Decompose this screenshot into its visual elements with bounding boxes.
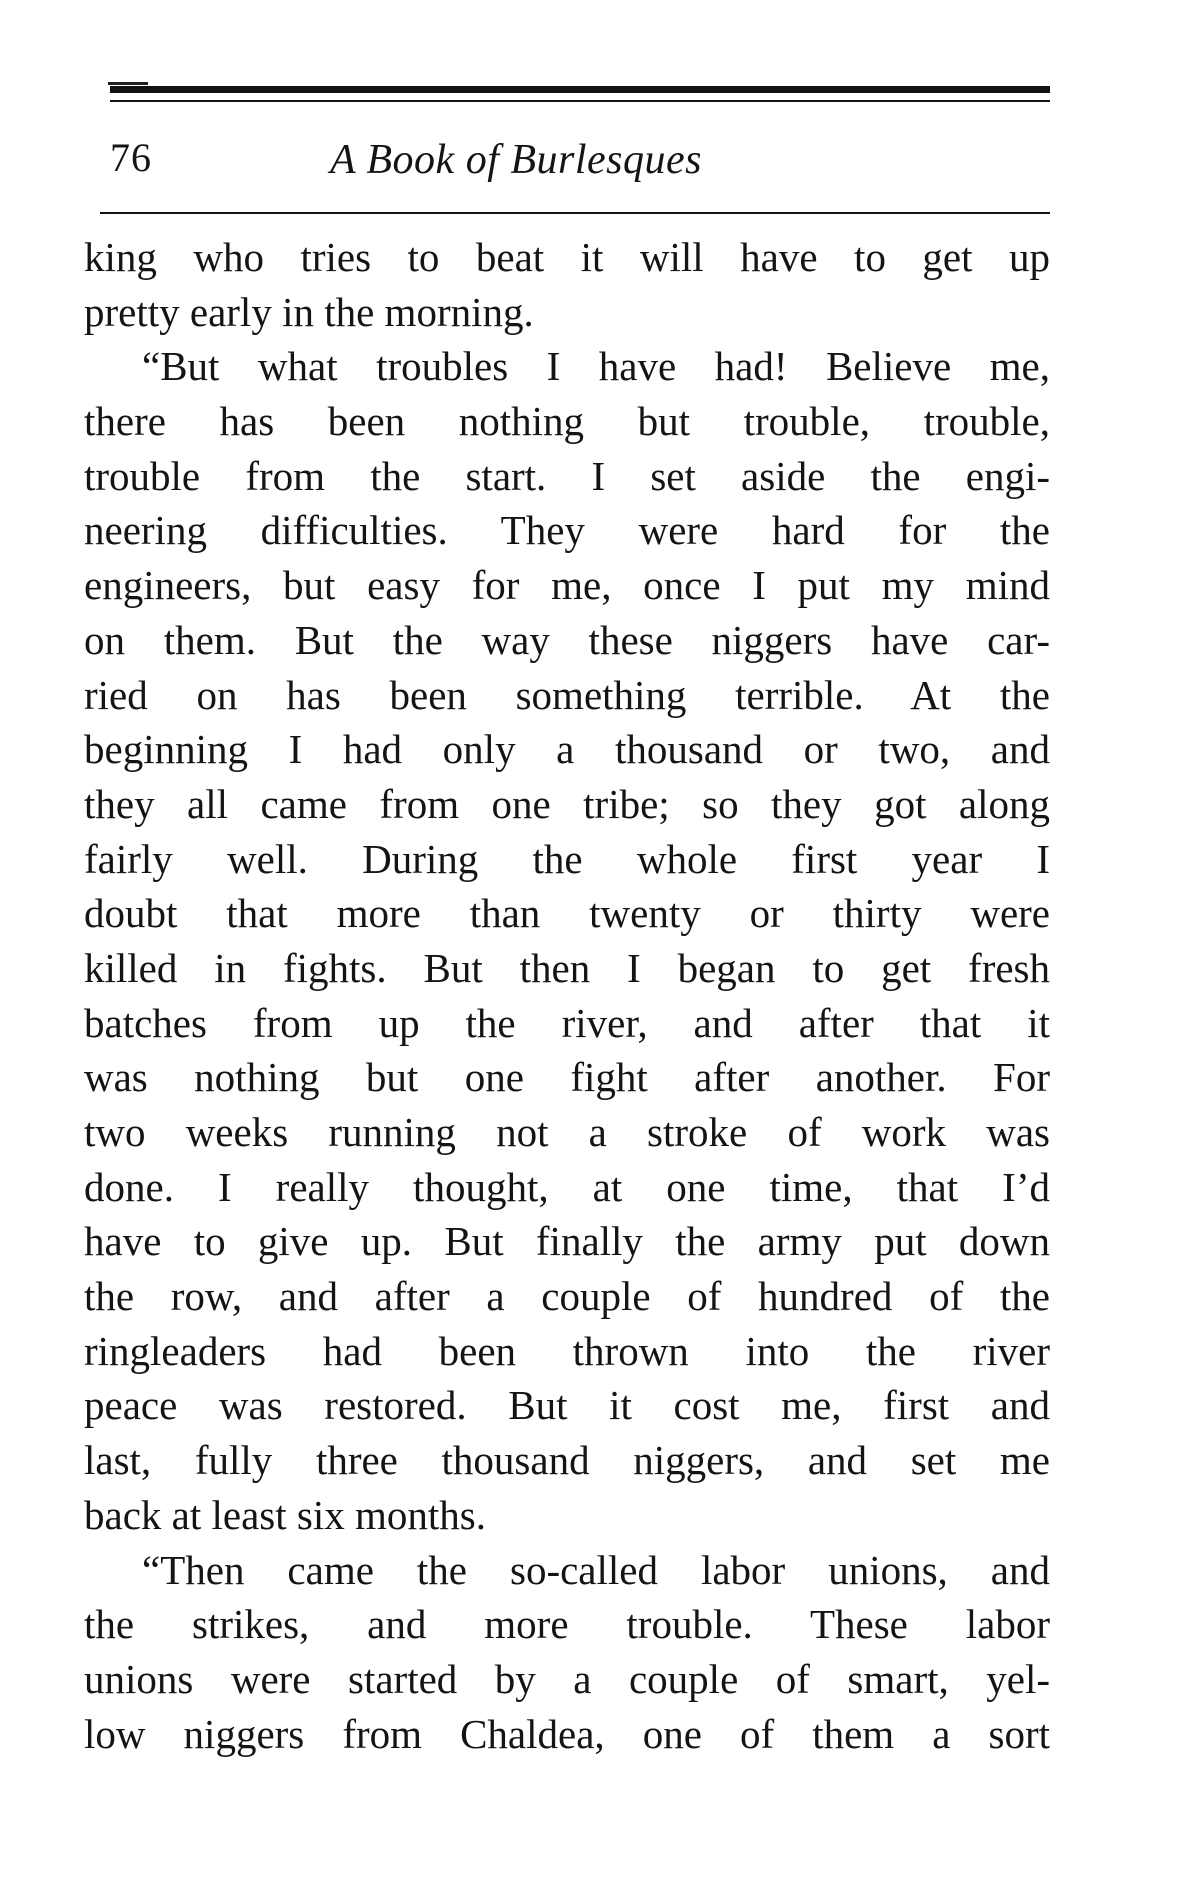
text-line: ringleaders had been thrown into the river xyxy=(84,1327,1050,1374)
text-line: they all came from one tribe; so they got along xyxy=(84,780,1050,827)
text-line: on them. But the way these niggers have car- xyxy=(84,616,1050,663)
text-line: back at least six months. xyxy=(84,1491,486,1538)
text-line: trouble from the start. I set aside the engi- xyxy=(84,452,1050,499)
text-line: peace was restored. But it cost me, first and xyxy=(84,1382,1050,1429)
book-title: A Book of Burlesques xyxy=(330,137,703,183)
text-line: engineers, but easy for me, once I put my mind xyxy=(84,562,1050,609)
running-head xyxy=(110,128,1050,198)
text-line: doubt that more than twenty or thirty were xyxy=(84,890,1050,937)
top-rule-tick xyxy=(108,82,148,85)
header-rule xyxy=(100,212,1050,214)
text-line: killed in fights. But then I began to get fresh xyxy=(84,944,1050,991)
top-rule-thick xyxy=(110,86,1050,93)
text-line: fairly well. During the whole first year I xyxy=(84,835,1050,882)
text-line: the strikes, and more trouble. These labor xyxy=(84,1601,1050,1648)
text-line: “But what troubles I have had! Believe me, xyxy=(142,343,1050,390)
text-line: two weeks running not a stroke of work was xyxy=(84,1109,1050,1155)
text-line: last, fully three thousand niggers, and set me xyxy=(84,1437,1050,1484)
text-line: was nothing but one fight after another. For xyxy=(84,1054,1050,1101)
body-text xyxy=(84,230,1050,1761)
top-rule-thin xyxy=(110,100,1050,102)
text-line: “Then came the so-called labor unions, and xyxy=(142,1546,1050,1593)
text-line: beginning I had only a thousand or two, and xyxy=(84,726,1050,773)
text-line: low niggers from Chaldea, one of them a sort xyxy=(84,1710,1050,1757)
text-line: neering difficulties. They were hard for the xyxy=(84,507,1050,554)
text-line: batches from up the river, and after that it xyxy=(84,999,1050,1046)
text-line: king who tries to beat it will have to get up xyxy=(84,234,1050,280)
text-line: ried on has been something terrible. At the xyxy=(84,671,1050,718)
text-line: done. I really thought, at one time, that I’d xyxy=(84,1163,1050,1210)
page-number: 76 xyxy=(110,135,152,180)
text-line: pretty early in the morning. xyxy=(84,288,534,335)
text-line: unions were started by a couple of smart, yel- xyxy=(84,1655,1050,1702)
text-line: have to give up. But finally the army put down xyxy=(84,1218,1050,1265)
text-line: the row, and after a couple of hundred of the xyxy=(84,1273,1050,1320)
text-line: there has been nothing but trouble, trouble, xyxy=(84,398,1050,445)
